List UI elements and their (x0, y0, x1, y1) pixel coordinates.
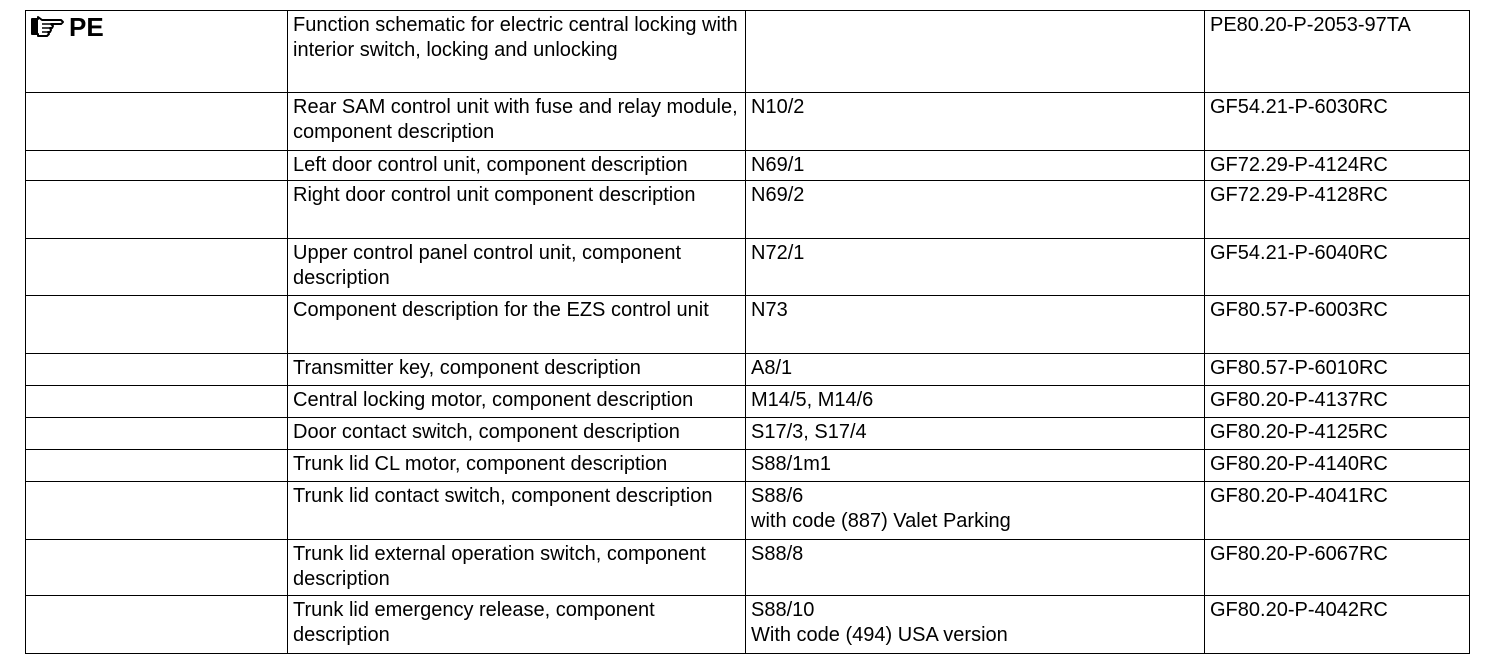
reference-link[interactable]: GF80.20-P-4140RC (1205, 450, 1470, 482)
description-cell: Right door control unit component description (288, 181, 746, 239)
pointing-hand-icon (31, 16, 65, 38)
component-cell: N10/2 (746, 93, 1205, 151)
table-row (26, 418, 1470, 450)
component-cell: N73 (746, 296, 1205, 354)
description-cell: Upper control panel control unit, component description (288, 239, 746, 296)
empty-cell (26, 540, 288, 596)
table-row (26, 93, 1470, 151)
pe-label: PE (69, 12, 104, 42)
reference-table (25, 10, 1470, 654)
table-row (26, 11, 1470, 93)
table-row (26, 450, 1470, 482)
description-cell: Function schematic for electric central locking with interior switch, locking and unlocking (288, 11, 746, 93)
description-cell: Trunk lid external operation switch, component description (288, 540, 746, 596)
component-cell: S17/3, S17/4 (746, 418, 1205, 450)
reference-link[interactable]: GF80.20-P-4137RC (1205, 386, 1470, 418)
reference-link[interactable]: PE80.20-P-2053-97TA (1205, 11, 1470, 93)
component-cell: S88/6 with code (887) Valet Parking (746, 482, 1205, 540)
empty-cell (26, 296, 288, 354)
table-row (26, 386, 1470, 418)
empty-cell (26, 450, 288, 482)
reference-link[interactable]: GF80.20-P-4042RC (1205, 596, 1470, 654)
component-cell: N69/1 (746, 151, 1205, 181)
component-cell: A8/1 (746, 354, 1205, 386)
reference-link[interactable]: GF54.21-P-6030RC (1205, 93, 1470, 151)
table-row (26, 151, 1470, 181)
table-row (26, 239, 1470, 296)
component-cell: S88/10 With code (494) USA version (746, 596, 1205, 654)
reference-link[interactable]: GF80.20-P-4125RC (1205, 418, 1470, 450)
table-row (26, 596, 1470, 654)
reference-link[interactable]: GF80.20-P-6067RC (1205, 540, 1470, 596)
pe-marker (31, 13, 282, 40)
description-cell: Trunk lid contact switch, component description (288, 482, 746, 540)
component-cell (746, 11, 1205, 93)
description-cell: Transmitter key, component description (288, 354, 746, 386)
empty-cell (26, 181, 288, 239)
table-row (26, 482, 1470, 540)
table-row (26, 540, 1470, 596)
description-cell: Trunk lid CL motor, component description (288, 450, 746, 482)
empty-cell (26, 386, 288, 418)
component-cell: M14/5, M14/6 (746, 386, 1205, 418)
component-cell: S88/8 (746, 540, 1205, 596)
description-cell: Trunk lid emergency release, component description (288, 596, 746, 654)
reference-link[interactable]: GF80.57-P-6003RC (1205, 296, 1470, 354)
reference-link[interactable]: GF80.20-P-4041RC (1205, 482, 1470, 540)
empty-cell (26, 354, 288, 386)
component-cell: N69/2 (746, 181, 1205, 239)
empty-cell (26, 482, 288, 540)
reference-link[interactable]: GF72.29-P-4124RC (1205, 151, 1470, 181)
reference-link[interactable]: GF72.29-P-4128RC (1205, 181, 1470, 239)
empty-cell (26, 596, 288, 654)
description-cell: Door contact switch, component description (288, 418, 746, 450)
description-cell: Component description for the EZS control unit (288, 296, 746, 354)
description-cell: Rear SAM control unit with fuse and relay module, component description (288, 93, 746, 151)
description-cell: Left door control unit, component description (288, 151, 746, 181)
table-row (26, 181, 1470, 239)
pe-marker-cell (26, 11, 288, 93)
reference-link[interactable]: GF80.57-P-6010RC (1205, 354, 1470, 386)
component-cell: N72/1 (746, 239, 1205, 296)
table-row (26, 354, 1470, 386)
component-cell: S88/1m1 (746, 450, 1205, 482)
reference-table-body (26, 11, 1470, 654)
reference-link[interactable]: GF54.21-P-6040RC (1205, 239, 1470, 296)
empty-cell (26, 151, 288, 181)
empty-cell (26, 93, 288, 151)
description-cell: Central locking motor, component description (288, 386, 746, 418)
table-row (26, 296, 1470, 354)
empty-cell (26, 418, 288, 450)
empty-cell (26, 239, 288, 296)
